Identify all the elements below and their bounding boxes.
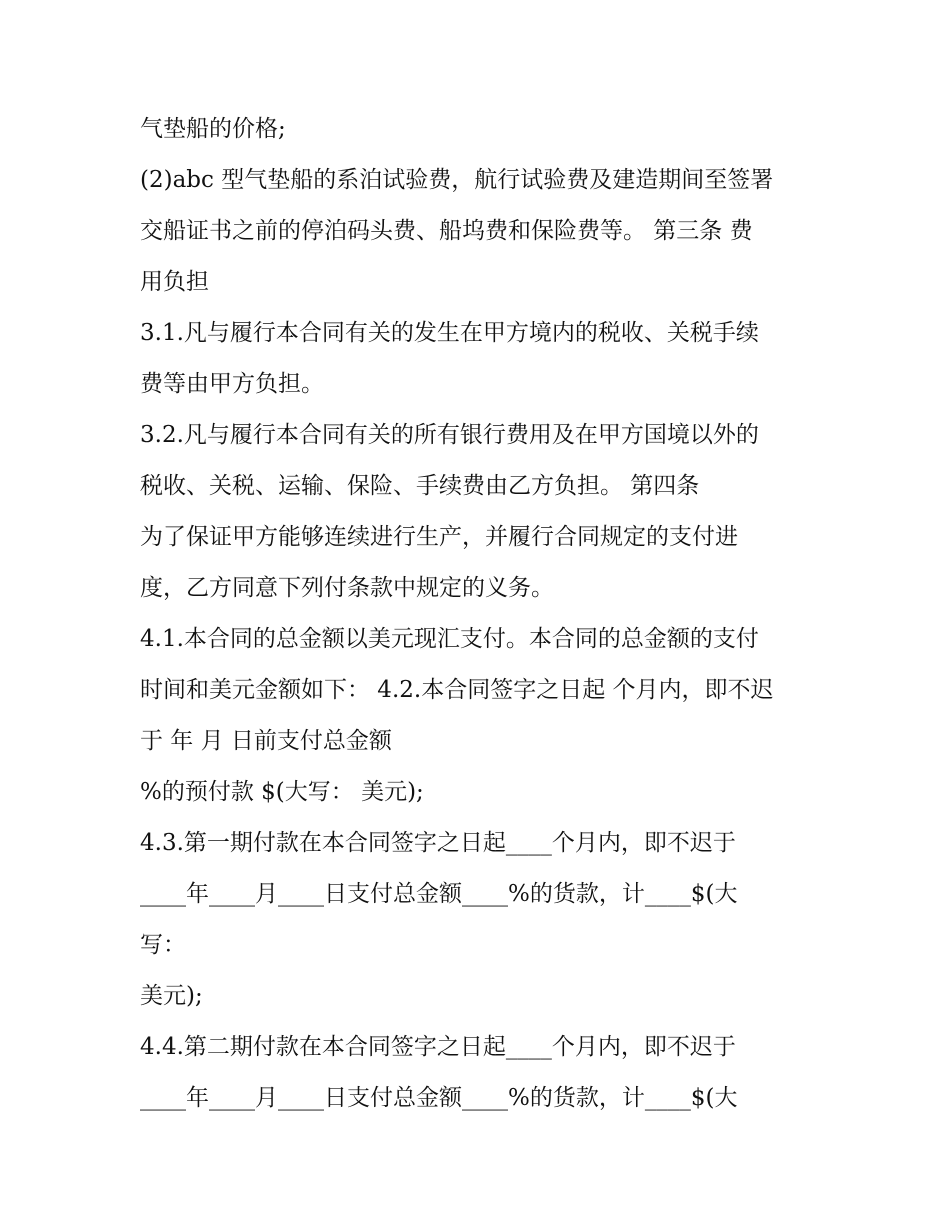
text-line: 费等由甲方负担。 bbox=[140, 371, 324, 397]
text-line: ____年____月____日支付总金额____%的货款，计____$(大 bbox=[140, 1085, 738, 1111]
text-line: 3.2.凡与履行本合同有关的所有银行费用及在甲方国境以外的 bbox=[140, 422, 759, 448]
text-line: 于 年 月 日前支付总金额 bbox=[140, 728, 392, 754]
text-line: 4.1.本合同的总金额以美元现汇支付。本合同的总金额的支付 bbox=[140, 626, 759, 652]
text-line: 写： bbox=[140, 932, 186, 958]
text-line: 3.1.凡与履行本合同有关的发生在甲方境内的税收、关税手续 bbox=[140, 320, 759, 346]
text-line: 用负担 bbox=[140, 269, 209, 295]
text-line: 时间和美元金额如下： 4.2.本合同签字之日起 个月内，即不迟 bbox=[140, 677, 774, 703]
text-line: 交船证书之前的停泊码头费、船坞费和保险费等。 第三条 费 bbox=[140, 218, 753, 244]
text-line: 度，乙方同意下列付条款中规定的义务。 bbox=[140, 575, 554, 601]
document-body bbox=[140, 104, 820, 1124]
text-line: 为了保证甲方能够连续进行生产，并履行合同规定的支付进 bbox=[140, 524, 738, 550]
text-line: 4.3.第一期付款在本合同签字之日起____个月内，即不迟于 bbox=[140, 830, 736, 856]
text-line: ____年____月____日支付总金额____%的货款，计____$(大 bbox=[140, 881, 738, 907]
text-line: %的预付款 $(大写： 美元); bbox=[140, 779, 424, 805]
text-line: 气垫船的价格; bbox=[140, 116, 286, 142]
text-line: (2)abc 型气垫船的系泊试验费，航行试验费及建造期间至签署 bbox=[140, 167, 774, 193]
text-line: 4.4.第二期付款在本合同签字之日起____个月内，即不迟于 bbox=[140, 1034, 736, 1060]
text-line: 税收、关税、运输、保险、手续费由乙方负担。 第四条 bbox=[140, 473, 700, 499]
text-line: 美元); bbox=[140, 983, 203, 1009]
